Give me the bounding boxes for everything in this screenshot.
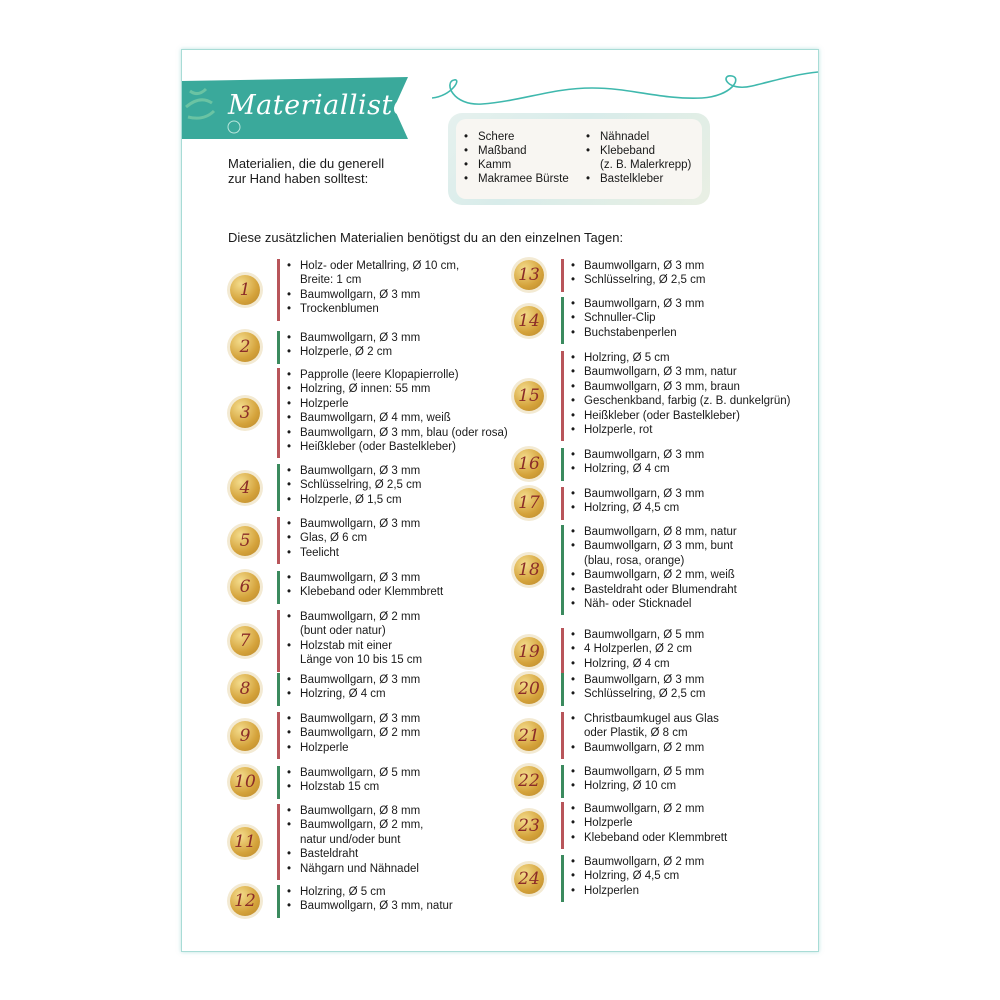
list-item: • Schlüsselring, Ø 2,5 cm <box>570 273 705 287</box>
list-item: • Baumwollgarn, Ø 3 mm <box>570 487 704 501</box>
day-material-list <box>286 368 508 454</box>
list-item: • Baumwollgarn, Ø 3 mm, bunt <box>570 539 737 553</box>
day-color-bar <box>277 368 280 458</box>
list-item: • Papprolle (leere Klopapierrolle) <box>286 368 508 382</box>
day-20 <box>514 673 784 706</box>
day-number-badge: 22 <box>514 766 544 796</box>
day-number-badge: 14 <box>514 306 544 336</box>
list-item: • Holzperle <box>286 741 420 755</box>
list-item: • Baumwollgarn, Ø 2 mm <box>286 610 422 624</box>
day-2 <box>230 331 500 364</box>
day-material-list <box>570 855 704 898</box>
day-material-list <box>570 487 704 516</box>
day-color-bar <box>561 673 564 706</box>
list-item: • Trockenblumen <box>286 302 459 316</box>
day-color-bar <box>277 712 280 759</box>
day-number-badge: 2 <box>230 332 260 362</box>
list-item: • Baumwollgarn, Ø 3 mm <box>286 464 421 478</box>
day-material-list <box>570 673 705 702</box>
general-materials-right <box>584 130 691 186</box>
day-color-bar <box>277 766 280 799</box>
list-item: • Baumwollgarn, Ø 3 mm <box>286 673 420 687</box>
list-item: • Holzring, Ø 4,5 cm <box>570 501 704 515</box>
day-color-bar <box>561 855 564 902</box>
list-item: • Holzperle, Ø 2 cm <box>286 345 420 359</box>
day-18 <box>514 525 784 615</box>
day-number-badge: 1 <box>230 275 260 305</box>
list-item: • Nähnadel <box>584 130 691 144</box>
list-item: • Maßband <box>462 144 569 158</box>
day-color-bar <box>561 712 564 759</box>
day-number-badge: 20 <box>514 674 544 704</box>
list-item: • Holzring, Ø 4 cm <box>570 462 704 476</box>
list-item: (blau, rosa, orange) <box>584 554 685 567</box>
day-material-list <box>286 571 443 600</box>
list-item: • Baumwollgarn, Ø 2 mm, <box>286 818 423 832</box>
day-material-list <box>286 610 422 668</box>
day-color-bar <box>561 765 564 798</box>
list-item: • Baumwollgarn, Ø 4 mm, weiß <box>286 411 508 425</box>
list-item: • Holzring, Ø innen: 55 mm <box>286 382 508 396</box>
day-color-bar <box>561 628 564 675</box>
list-item: • Baumwollgarn, Ø 2 mm <box>286 726 420 740</box>
list-item: • Baumwollgarn, Ø 3 mm <box>286 517 420 531</box>
day-material-list <box>570 448 704 477</box>
list-item: • Holzring, Ø 4 cm <box>286 687 420 701</box>
list-item: • Heißkleber (oder Bastelkleber) <box>570 409 790 423</box>
day-material-list <box>570 712 719 755</box>
list-item: oder Plastik, Ø 8 cm <box>584 727 688 740</box>
day-number-badge: 12 <box>230 886 260 916</box>
list-item: • Schnuller-Clip <box>570 311 704 325</box>
list-item: • Holzring, Ø 4,5 cm <box>570 869 704 883</box>
list-item: Breite: 1 cm <box>300 274 362 287</box>
list-item: • Holzperle, rot <box>570 423 790 437</box>
day-color-bar <box>277 610 280 672</box>
day-color-bar <box>277 885 280 918</box>
list-item: • Heißkleber (oder Bastelkleber) <box>286 440 508 454</box>
list-item: • Baumwollgarn, Ø 3 mm <box>570 259 705 273</box>
list-item: • Baumwollgarn, Ø 2 mm, weiß <box>570 568 737 582</box>
list-item: • Glas, Ø 6 cm <box>286 531 420 545</box>
day-color-bar <box>277 571 280 604</box>
day-16 <box>514 448 784 481</box>
day-material-list <box>570 297 704 340</box>
day-material-list <box>570 351 790 437</box>
list-item: • Baumwollgarn, Ø 8 mm, natur <box>570 525 737 539</box>
day-color-bar <box>277 331 280 364</box>
day-number-badge: 4 <box>230 473 260 503</box>
list-item: • Holzring, Ø 10 cm <box>570 779 704 793</box>
day-4 <box>230 464 500 511</box>
day-14 <box>514 297 784 344</box>
list-item: • Baumwollgarn, Ø 3 mm <box>570 673 705 687</box>
day-number-badge: 11 <box>230 827 260 857</box>
list-item: Länge von 10 bis 15 cm <box>300 654 423 667</box>
day-material-list <box>570 802 727 845</box>
day-material-list <box>286 517 420 560</box>
day-number-badge: 19 <box>514 637 544 667</box>
day-material-list <box>570 765 704 794</box>
day-5 <box>230 517 500 564</box>
day-13 <box>514 259 784 292</box>
list-item: • Baumwollgarn, Ø 5 mm <box>570 765 704 779</box>
list-item: • Holzperlen <box>570 884 704 898</box>
day-11 <box>230 804 500 880</box>
general-materials-box <box>448 113 710 205</box>
day-23 <box>514 802 784 849</box>
list-item: • Baumwollgarn, Ø 5 mm <box>286 766 420 780</box>
list-item: • Klebeband oder Klemmbrett <box>286 585 443 599</box>
list-item: • Baumwollgarn, Ø 3 mm, braun <box>570 380 790 394</box>
day-color-bar <box>561 802 564 849</box>
day-22 <box>514 765 784 798</box>
day-material-list <box>286 259 459 317</box>
list-item: • Baumwollgarn, Ø 3 mm, blau (oder rosa) <box>286 426 508 440</box>
day-color-bar <box>277 673 280 706</box>
day-number-badge: 18 <box>514 555 544 585</box>
list-item: • Holzperle <box>286 397 508 411</box>
day-number-badge: 7 <box>230 626 260 656</box>
day-color-bar <box>277 464 280 511</box>
day-color-bar <box>561 448 564 481</box>
day-number-badge: 6 <box>230 572 260 602</box>
day-1 <box>230 259 500 321</box>
day-number-badge: 21 <box>514 721 544 751</box>
day-material-list <box>286 673 420 702</box>
day-3 <box>230 368 508 458</box>
list-item: • Christbaumkugel aus Glas <box>570 712 719 726</box>
list-item: • Klebeband oder Klemmbrett <box>570 831 727 845</box>
list-item: natur und/oder bunt <box>300 833 401 846</box>
day-color-bar <box>277 517 280 564</box>
decorative-swirl <box>432 58 818 118</box>
subtitle: Diese zusätzlichen Materialien benötigst du an den einzelnen Tagen: <box>228 230 624 245</box>
day-color-bar <box>561 487 564 520</box>
list-item: • Holzring, Ø 4 cm <box>570 657 704 671</box>
day-color-bar <box>561 297 564 344</box>
day-number-badge: 15 <box>514 381 544 411</box>
list-item: • Makramee Bürste <box>462 172 569 186</box>
day-number-badge: 3 <box>230 398 260 428</box>
day-17 <box>514 487 784 520</box>
day-19 <box>514 628 784 675</box>
day-material-list <box>286 804 423 876</box>
list-item: • Bastelkleber <box>584 172 691 186</box>
day-8 <box>230 673 500 706</box>
day-material-list <box>286 712 420 755</box>
list-item: • Baumwollgarn, Ø 3 mm <box>570 297 704 311</box>
list-item: • Schlüsselring, Ø 2,5 cm <box>570 687 705 701</box>
list-item: • Basteldraht oder Blumendraht <box>570 583 737 597</box>
day-number-badge: 8 <box>230 674 260 704</box>
list-item: • Kamm <box>462 158 569 172</box>
day-material-list <box>570 628 704 671</box>
day-number-badge: 23 <box>514 811 544 841</box>
list-item: • Baumwollgarn, Ø 3 mm <box>286 571 443 585</box>
day-15 <box>514 351 791 441</box>
day-material-list <box>286 766 420 795</box>
material-list-page <box>181 49 819 952</box>
list-item: • Baumwollgarn, Ø 3 mm <box>286 331 420 345</box>
day-color-bar <box>561 525 564 615</box>
list-item: • Baumwollgarn, Ø 8 mm <box>286 804 423 818</box>
day-material-list <box>570 259 705 288</box>
list-item: • Holzstab mit einer <box>286 639 422 653</box>
day-10 <box>230 766 500 799</box>
list-item: (bunt oder natur) <box>300 625 386 638</box>
list-item: (z. B. Malerkrepp) <box>600 159 692 171</box>
day-number-badge: 16 <box>514 449 544 479</box>
list-item: • Geschenkband, farbig (z. B. dunkelgrün) <box>570 394 790 408</box>
list-item: • Holzring, Ø 5 cm <box>286 885 453 899</box>
list-item: • Baumwollgarn, Ø 2 mm <box>570 802 727 816</box>
list-item: • Holzperle, Ø 1,5 cm <box>286 493 421 507</box>
day-color-bar <box>277 259 280 321</box>
list-item: • Baumwollgarn, Ø 3 mm, natur <box>570 365 790 379</box>
day-number-badge: 24 <box>514 864 544 894</box>
list-item: • Buchstabenperlen <box>570 326 704 340</box>
list-item: • Holzring, Ø 5 cm <box>570 351 790 365</box>
day-color-bar <box>561 351 564 441</box>
day-material-list <box>286 331 420 360</box>
list-item: • Baumwollgarn, Ø 3 mm <box>286 288 459 302</box>
day-24 <box>514 855 784 902</box>
day-number-badge: 9 <box>230 721 260 751</box>
day-number-badge: 17 <box>514 488 544 518</box>
page-title: Materialliste <box>228 90 410 121</box>
list-item: • Holzstab 15 cm <box>286 780 420 794</box>
day-material-list <box>570 525 737 611</box>
list-item: • Holzperle <box>570 816 727 830</box>
day-21 <box>514 712 784 759</box>
list-item: • Schlüsselring, Ø 2,5 cm <box>286 478 421 492</box>
list-item: • Baumwollgarn, Ø 2 mm <box>570 741 719 755</box>
day-material-list <box>286 885 453 914</box>
day-number-badge: 13 <box>514 260 544 290</box>
list-item: • Teelicht <box>286 546 420 560</box>
list-item: • Baumwollgarn, Ø 3 mm <box>570 448 704 462</box>
list-item: • Baumwollgarn, Ø 3 mm, natur <box>286 899 453 913</box>
day-6 <box>230 571 500 604</box>
day-9 <box>230 712 500 759</box>
day-number-badge: 10 <box>230 767 260 797</box>
list-item: • Näh- oder Sticknadel <box>570 597 737 611</box>
list-item: • Baumwollgarn, Ø 2 mm <box>570 855 704 869</box>
list-item: • Baumwollgarn, Ø 3 mm <box>286 712 420 726</box>
list-item: • Schere <box>462 130 569 144</box>
day-color-bar <box>277 804 280 880</box>
list-item: • Nähgarn und Nähnadel <box>286 862 423 876</box>
day-number-badge: 5 <box>230 526 260 556</box>
list-item: • Basteldraht <box>286 847 423 861</box>
general-materials-left <box>462 130 569 186</box>
day-7 <box>230 610 500 672</box>
list-item: • 4 Holzperlen, Ø 2 cm <box>570 642 704 656</box>
day-material-list <box>286 464 421 507</box>
day-color-bar <box>561 259 564 292</box>
list-item: • Klebeband <box>584 144 691 158</box>
intro-text: Materialien, die du generell zur Hand haben solltest: <box>228 156 385 186</box>
day-12 <box>230 885 500 918</box>
list-item: • Baumwollgarn, Ø 5 mm <box>570 628 704 642</box>
list-item: • Holz- oder Metallring, Ø 10 cm, <box>286 259 459 273</box>
